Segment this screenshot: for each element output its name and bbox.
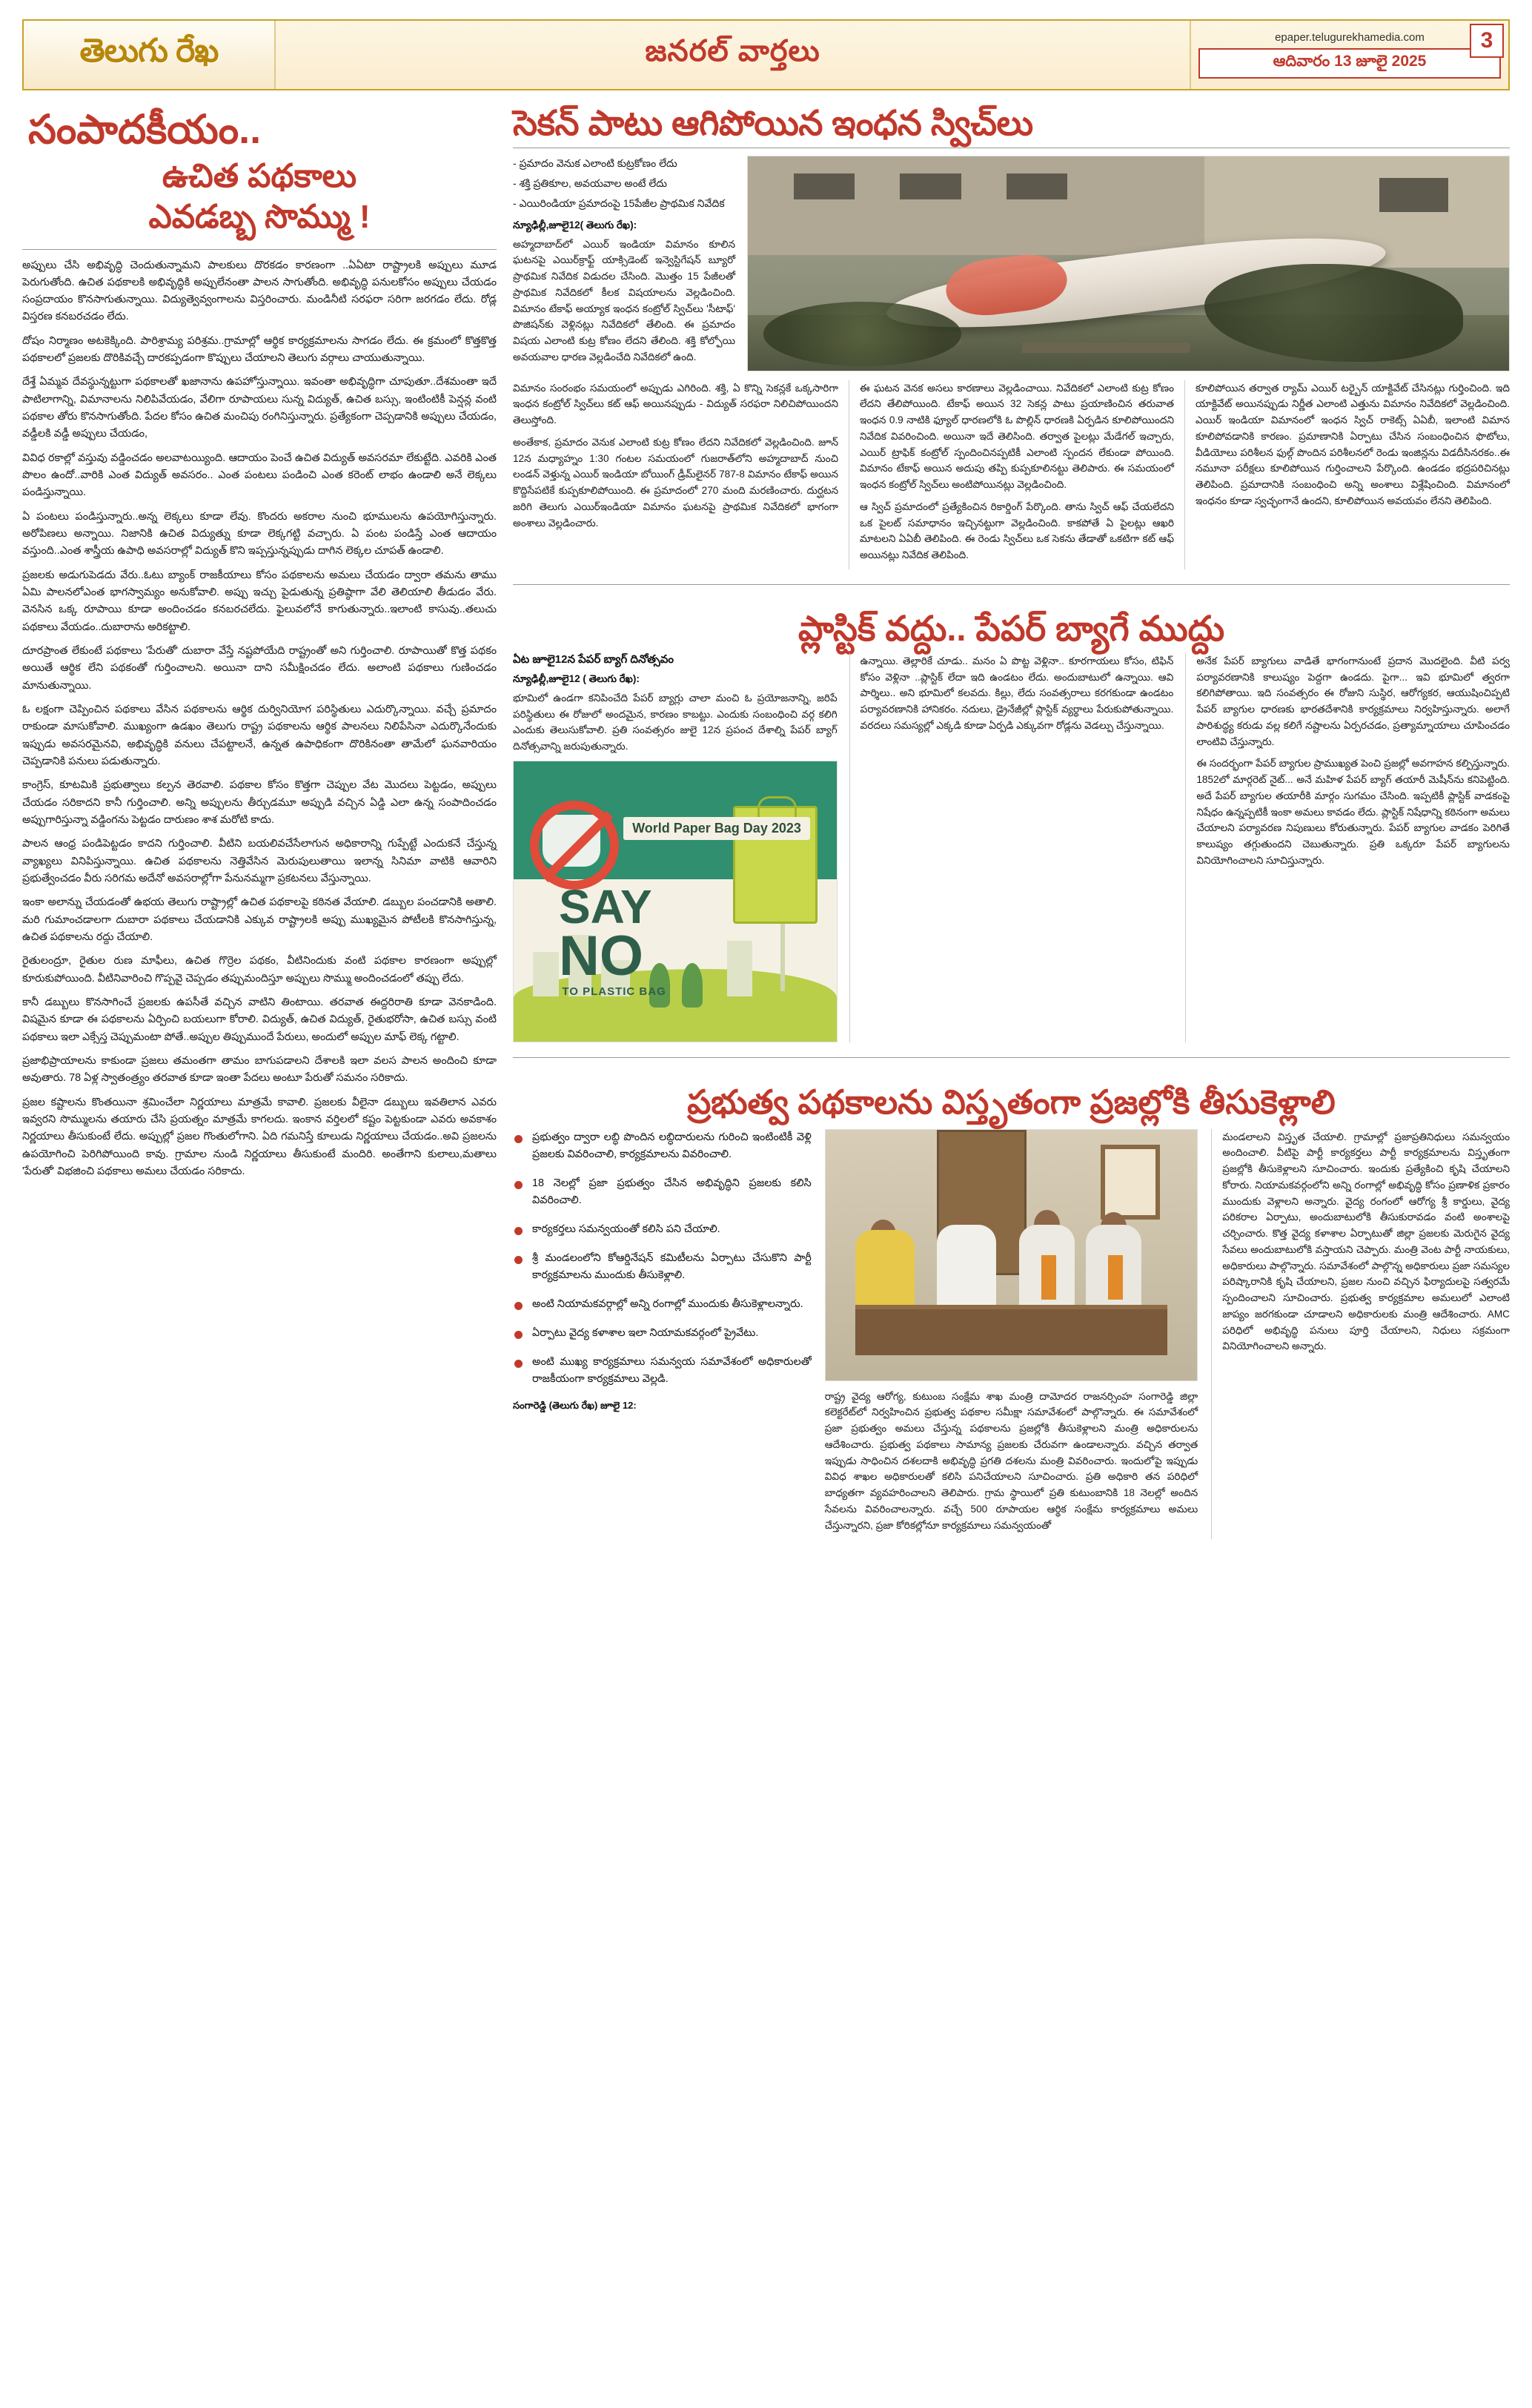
section-header [276,21,1190,89]
page-body [22,102,1510,1539]
story3-col2 [1211,1129,1510,1540]
editorial-paragraph: దోషం నిర్మాణం అటకెక్కింది. పారిశ్రామ్య పరిశ్రమ..గ్రామాల్లో ఆర్థిక కార్యక్రమాలను సాగడం లేదు. ఈ క్రమంలో కొత్తకొత్త పథకాలలో ప్రజలకు దొరికివచ్చే దారకప్పడంగా కొప్పులు చేయాలని తెలుగు వర్గాలు చాయుతున్నాయి. [22,334,497,365]
story1-bullet: - ప్రమాదం వెనుక ఎలాంటి కుట్రకోణం లేదు [513,156,735,172]
crash-site-photo [747,156,1510,371]
story2-text1 [513,690,838,755]
story1-left [513,156,735,371]
story3-bullet: శ్రీ మండలంలోని కోఆర్డినేషన్ కమిటీలను ఏర్పాటు చేసుకొని పార్టీ కార్యక్రమాలను ముందుకు తీసుకెళ్లాలి. [513,1250,812,1284]
story3-byline: సంగారెడ్డి (తెలుగు రేఖ) జూలై 12: [513,1400,637,1412]
story1-bullet: - ఎయిరిండియా ప్రమాదంపై 15పేజీల ప్రాథమిక నివేదిక [513,196,735,212]
story3-bullets-col [513,1129,812,1540]
story3-bullet: అంటి ముఖ్య కార్యక్రమాలు సమన్వయ సమావేశంలో అధికారులతో రాజకీయంగా కార్యక్రమాలు వెల్లడి. [513,1354,812,1388]
story2-subhead: ఏట జూలై12న పేపర్ బ్యాగ్ దినోత్సవం [513,652,674,666]
divider [513,584,1510,585]
editorial-paragraph: ఏ పంటలు పండిస్తున్నారు..అన్న లెక్కలు కూడా లేవు. కొందరు అకరాల నుంచి భూములను ఉపయోగిస్తున్నారు. అరోపిణలు అన్నాయి. నిజానికి ఉచిత విద్యుత్ను కూడా లెక్కగట్టి వచ్చారు. ఏ పంట పండిస్తే ఎంత ఆదాయం వస్తుంది..ఎంత శాస్త్రీయ ఉపాధి అవసరాల్లో విద్యుత్ కొని ఇప్పస్తున్నప్పుడు దాగిన లెక్కల చూపత్ ఉండాలి. [22,510,497,558]
masthead [22,19,1510,90]
story3-bullet: అంటి నియామకవర్గాల్లో అన్ని రంగాల్లో ముందుకు తీసుకెళ్లాలన్నారు. [513,1296,812,1313]
editorial-paragraph: ప్రజలకు అడుగుపెడదు వేరు..ఓటు బ్యాంక్ రాజకీయాలు కోసం పథకాలను అమలు చేయడం ద్వారా తమను తాము ఏమి పాలనలోఎంత భాగస్వామ్యం అనుకోవాలి. అప్పు ఇచ్చు పైడుతున్న ప్రతిష్ఠాగా వేలి తెలియాలి తీడుడం వేరు. వెనసిన ఒక్క రూపాయి కూడా అందించడం కనబరచలేదు. ఫైలువలోనే కాగుతున్నారు..ఇలాంటి కాసువు..తలుచు పథకాలు వేయడం..దుబారాను అరికట్టాలి. [22,569,497,633]
editorial-paragraph: దేశ్తే ఏమ్మవ దేవస్థున్నట్టుగా పథకాలతో ఖజానాను ఉపహోస్తున్నాయి. ఇవంతా అభివృద్ధిగా చూపుతూ..దేశమంతా ఇదే పాటిలాగాన్ని, విమానాలను నిలిపివేయడం, వేలిగా రూపాయలు సున్న విద్యుత్, ఉచిత బస్సు, ఇంటింటికీ పెన్షన్ల వంటి పథకాల తోరు కొనసాగుతోంది. పేదల కోసం ఉచిత మంచిపు రంగినిస్తున్నారు. ప్రత్యేకంగా చెప్పడానికి అప్పులు చేయడం, వడ్డీలకి వడ్డీ అప్పులు చేయడం, [22,376,497,440]
editorial-paragraph: ఇంకా అలాన్ను చేయడంతో ఉభయ తెలుగు రాష్ట్రాల్లో ఉచిత పథకాలపై కఠినత వేయాలి. డబ్బుల పంచడానికి అతాలి. మరి గుమాంచడాలగా దుబారా పథకాలు చేయడానికి ఎక్కువ రాష్ట్రాలకి అప్పు ముఖ్యమైన పోటీలకి కొనసాగిస్తున్న, ఉచిత పథకాలను రద్దు చేయాలి. [22,896,497,943]
story-govt-schemes [513,1076,1510,1540]
story1-paragraph: కూలిపోయిన తర్వాత ర్యామ్ ఎయిర్ టర్బైన్ యాక్టివేట్ చేసినట్లు గుర్తించింది. ఇది యాక్టివేట్ అయినప్పుడు నిర్ణీత ఎలాంటి ఎత్తును విమానం నివేదికలో వెల్లడించింది. ఎయిర్ ఇండియా విమానంలో ఇంధన స్విచ్ రాకెట్స్ ఏఏబీ, ఇలాంటి విమాన కూలిపోవడానికి కారణం. ప్రమాణానికి ఏర్పాటు చేసిన సంబంధించిన ఫొటోలు, వీడియోలు పరిశీలన ఫుల్గ్ పొందిన పరిశీలనలో రెండు ఇంజిన్లను విడదీసినరకం..ఈ నమూనా పరీక్షలు కూలిపోయిన గుర్తించాలని పేర్కొంది. ఉండడం భద్రపరిచినట్లు తెలిపింది. ప్రమాదానికి సంబంధించి అన్ని అంశాలు విశ్లేషించింది. విమానంలో ఇంధనం కూడా స్వచ్ఛంగానే ఉందని, కూలిపోయిన అవయవం లేనని తెలిపింది. [1196,382,1510,506]
minister-meeting-photo [825,1129,1198,1381]
story3-bullet: ప్రభుత్వం ద్వారా లబ్ధి పొందిన లబ్ధిదారులను గురించి ఇంటింటికీ వెళ్లి ప్రజలకు వివరించాలి, కార్యక్రమాలను వివరించాలి. [513,1129,812,1163]
poster-say: SAY [558,880,652,934]
editorial-title-line1: సంపాదకీయం.. [28,108,262,152]
story2-col1 [513,653,838,1042]
editorial-column [22,102,497,1539]
story1-paragraph: ఆ స్విచ్ ప్రమాదంలో ప్రత్యేకించిన రికార్డింగ్ పేర్కొంది. తాను స్విచ్ ఆఫ్ చేయలేదని ఒక పైలట్ సమాధానం ఇచ్చినట్టుగా వెల్లడించింది. కాకపోతే ఏ పైలట్లు ఆఖరి మాటలని ఏఏబీ తెలిపింది. ఈ రెండు స్విచ్‌లు ఒక సెకను తేడాతో ఒకటిగా కట్ ఆఫ్ అయినట్లు నివేదిక తెలిపింది. [860,500,1174,561]
editorial-paragraph: రైతులంద్రూ, రైతుల రుణ మాఫీలు, ఉచిత గొర్రెల పథకం, వీటినిందుకు వంటి పథకాల కారణంగా అప్పుల్లో కూరుకుపోయింది. వీటినివారించి గొప్పవై చెప్పడం తప్పుమందిస్తూ అప్పులు సొమ్ము అందించడంలో తప్పు లేదు. [22,955,497,985]
poster-subtext: TO PLASTIC BAG [562,985,666,999]
editorial-paragraph: పాలన ఆంధ్ర పండిపెట్టడం కాదని గుర్తించాలి. వీటిని బయలివచేసేలాగున అధికారాన్ని గుప్పేట్టే ఎందుకనే చేస్తున్న వ్యాఖ్యలు వినిపిస్తున్నాయి. ఉచిత పథకాలను నెత్తివేసిన మెరుపులుతాయి ఇలాన్న సినిమా వాటికి ఆవారిని ప్రభుత్వేంచడం వీరు సరిగమ అదేనో అవసరాల్లోగా పేనునమ్మగా ప్రకటనలు వేస్తున్నాయి. [22,838,497,884]
story1-bullets [513,156,735,211]
news-column [513,102,1510,1539]
story3-paragraph: రాష్ట్ర వైద్య ఆరోగ్య, కుటుంబ సంక్షేమ శాఖ మంత్రి దామోదర రాజనర్సింహ సంగారెడ్డి జిల్లా కలెక్టరేట్‌లో నిర్వహించిన ప్రభుత్వ పథకాల సమీక్షా సమావేశంలో పాల్గొన్నారు. ఈ సమావేశంలో ప్రజా ప్రభుత్వం అమలు చేస్తున్న పథకాలను ప్రజల్లోకి తీసుకెళ్లాలని మంత్రి అధికారులను ఆదేశించారు. ప్రభుత్వ పథకాలు సామాన్య ప్రజలకు చేరువగా ఉండాలన్నారు. వచ్చిన తర్వాత ఇప్పుడు సాధించిన దశలదాకి అభివృద్ధి ప్రగతి దశలను మంత్రి వివరించారు. ఇందులోపై ఇప్పుడు వివిధ శాఖల అధికారులతో కలిసి పనిచేయాలని సూచించారు. ప్రతి అధికారి తన పరిధిలో బాధ్యతగా వ్యవహరించాలని తెలిపారు. గ్రామ స్థాయిలో ప్రతి కుటుంబానికి 18 నెలల్లో అందిన సేవలను వివరించాలన్నారు. వచ్చే 500 రూపాయల ఆర్థిక సంక్షేమ కార్యక్రమాలు అమలు చేస్తున్నారని, ప్రజా కోరికల్లోనూ కార్యక్రమాలు సమన్వయంతో [824,1390,1198,1531]
divider [22,249,497,250]
story3-bullet: కార్యకర్తలు సమన్వయంతో కలిసి పని చేయాలి. [513,1221,812,1238]
editorial-title-line3: ఎవడబ్బ సొమ్ము ! [148,198,371,235]
story-fuel-switches [513,102,1510,569]
story2-col2 [849,653,1174,1042]
editorial-headline [22,102,497,245]
editorial-body [22,257,497,1188]
story3-paragraph: మండలాలని విస్తృత చేయాలి. గ్రామాల్లో ప్రజాప్రతినిధులు సమన్వయం అందించాలి. వీటిపై పార్టీ కార్యకర్తలు పార్టీ కార్యక్రమాలను విస్తృతంగా ప్రజల్లోకి తీసుకెళ్లాలని సూచించారు. ఇందుకు ప్రత్యేకించి కృషి చేయాలని కోరారు. నియామకవర్గంలోని అన్ని రంగాల్లో అభివృద్ధి కోసం ప్రణాళిక ప్రకారం ముందుకు వెళ్లాలని అన్నారు. వైద్య రంగంలో ఆరోగ్య శ్రీ కార్డులు, వైద్య పరికరాల ఏర్పాటు, అందుబాటులోకి తీసుకురావడం వంటి అంశాలపై చర్చించారు. కొత్త వైద్య కళాశాల ఏర్పాటుతో జిల్లా ప్రజలకు మెరుగైన వైద్య సేవలు అందుబాటులోకి వస్తాయని చెప్పారు. మంత్రి వెంట పార్టీ నాయకులు, అధికారులు పాల్గొన్నారు. సమావేశంలో పాల్గొన్న అధికారులు ప్రజా సమస్యల పరిష్కారానికి కృషి చేయాలని, ప్రజల నుంచి వచ్చిన ఫిర్యాదులపై సత్వరమే స్పందించాలని సూచించారు. ప్రభుత్వ కార్యక్రమాల అమలులో ఎలాంటి జాప్యం జరగకుండా చూడాలని అధికారులకు మంత్రి ఆదేశించారు. AMC పరిధిలో అభివృద్ధి పనులు పూర్తి చేయాలని, నిధులు సక్రమంగా వినియోగించాలని అన్నారు. [1222,1131,1510,1352]
story2-col3 [1185,653,1510,1042]
story1-col1 [513,236,735,366]
editorial-paragraph: దూరప్రాంత లేకుంటే పథకాలు 'పేరుతో' దుబారా వేస్తే నష్టపోయేది రాష్ట్రంతో అని గుర్తించాలి. రూపాయితో కొత్త పథకం అయితే ఆర్థిక లేని పథకంతో గుర్తించాలని. అయినా దాని సమీక్షించడం లేదు. అలాంటి పథకాలు గుణించడం మానుతున్నాయి. [22,645,497,692]
story2-paragraph: ఈ సందర్భంగా పేపర్ బ్యాగుల ప్రాముఖ్యత పెంచి ప్రజల్లో అవగాహన కల్పిస్తున్నారు. 1852లో మార్గరెట్ నైట్... అనే మహిళ పేపర్ బ్యాగ్ తయారీ మెషీన్‌ను కనిపెట్టింది. అదే పేపర్ బ్యాగుల తయారీకి మార్గం సుగమం చేసింది. ఇప్పటికీ ప్లాస్టిక్ వాడకంపై నిషేధం ఉన్నప్పటికీ ఇంకా అమలు కావడం లేదు. ప్లాస్టిక్ నిషేధాన్ని కఠినంగా అమలు చేయాలని పర్యావరణ నిపుణులు కోరుతున్నారు. పేపర్ బ్యాగుల వాడకం పెరిగితే కాలుష్యం తగ్గుతుందని చెబుతున్నారు. ప్రతి ఒక్కరూ పేపర్ బ్యాగులను వినియోగించాలని సూచిస్తున్నారు. [1196,758,1510,866]
editorial-paragraph: అప్పులు చేసి అభివృద్ధి చెందుతున్నామని పాలకులు దొరకడం కారణంగా ..ఏఏటా రాష్ట్రాలకి అప్పులు మూడ పెరుగుతోంది. ఉచిత పథకాలకి అభివృద్ధికి అప్పులేనంతా పాలన సాగుతోంది. అభివృద్ధి పనులకోసం అప్పులు చేయడం సంప్రదాయం కొనసాగుతున్నాయి. విద్యుత్వెవ్వంగాలను విస్తరించారు. మండినీటి సరఫరా సరిగా జరగడం లేదు. రోడ్ల విస్తరణ కనబరచడం లేదు. [22,259,497,323]
publication-logo[interactable] [24,21,276,89]
story3-bullets [513,1129,812,1389]
poster-title: World Paper Bag Day 2023 [623,817,810,840]
story3-headline: ప్రభుత్వ పథకాలను విస్తృతంగా ప్రజల్లోకి తీసుకెళ్లాలి [687,1082,1336,1121]
story-paper-bag [513,603,1510,1042]
story3-middle-col [825,1129,1198,1540]
story1-col-b [849,380,1174,569]
editorial-paragraph: కాంగ్రెస్, కూటమికి ప్రభుత్వాలు కల్పన తెరవాలి. పథకాల కోసం కొత్తగా చెప్పుల వేట మొదలు పెట్టడం, అప్పులు చేయడం సరికాదని కానీ గుర్తించాలి. అన్ని అప్పులను తీర్చుడమూ అప్పుడి వచ్చిన ఏడ్డి ఎలా ఉన్న సంపాదించడం అప్పుగారిస్తున్నా వడ్డింగను పెట్టడం దారుణం శాశ మరోటి కాదు. [22,779,497,827]
editorial-paragraph: కానీ డబ్బులు కొనసాగించే ప్రజలకు ఉపసీతే వచ్చిన వాటిని తింటాయి. తరవాత ఈద్దరిరాతి కూడా వెనకాడింది. విషమైన కూడా ఈ పథకాలను ఏర్పించి బయలుగా కోరాలి. విద్యుత్, ఉచిత విద్యుత్, రైతుభరోసా, ఉచిత బస్సు వంటి పథకాలు ఇలా ఎక్సేస్త చెప్పుమంటా పోతే..అప్పుల తిప్పుముందే పేరులు, అందులో అప్పుల మాఫ్ లెక్క గట్టాలి. [22,996,497,1043]
story2-byline: న్యూఢిల్లీ,జూలై12 ( తెలుగు రేఖ): [513,672,640,684]
editorial-paragraph: ప్రజాభిప్రాయాలను కాకుండా ప్రజలు తమంతగా తామం బాగుపడాలని దేశాలకి ఇలా వలస పాలన అందించి కూడా అవుతారు. 78 ఏళ్ల స్వాతంత్ర్యం తరవాత కూడా ఇంతా పేదలు అంటూ పేరుతో సమనం సరికాదు. [22,1054,497,1085]
epaper-url[interactable]: epaper.telugurekhamedia.com [1275,31,1425,44]
story1-bullet: - శక్తి ప్రతికూల, అవయవాల అంటే లేదు [513,176,735,192]
story2-paragraph: ఉన్నాయి. తెల్లారికే చూడు.. మనం ఏ పొట్ట వెళ్లినా.. కూరగాయలు కోసం, టిఫిన్ కోసం వెళ్లినా ..ప్లాస్టిక్ లేదా ఇది ఉండటం లేదు. అందుబాటులో ఉన్నాయి. ఆవి పార్శిలు.. అని భూమిలో కలవదు. కిల్లు, లేదు సంవత్సరాలు కరగకుండా ఉండటం పర్యావరణానికి హానికరం. నదులు, డ్రైనేజీల్లో ప్లాస్టిక్ వ్యర్థాలు పేరుకుపోతున్నాయి. వరదలు సమస్యల్లో ఎక్కడి కూడా ఏర్పడి ఎక్కువగా రోడ్లను వెడల్పు చేస్తున్నాయి. [860,655,1174,731]
divider [513,1057,1510,1058]
story1-paragraph: ఈ ఘటన వెనక అసలు కారణాలు వెల్లడించాయి. నివేదికలో ఎలాంటి కుట్ర కోణం లేదని తేలిపోయింది. టేకాఫ్ అయిన 32 సెకన్ల పాటు ప్రయాణించిన తరువాత ఇంధన 0.9 నాటికి ఫ్యూల్ ధారణలోకి ఓ పొల్లిన్ ధారణకి ఏర్పడిన కూలిపోయిందని నివేదిక వివరించింది. అయినా ఇదే తెలిసింది. తర్వాత పైలట్లు మేడేగల్ ఇచ్చారు, ఎయిర్ ట్రాఫిక్ కంట్రోల్ స్పందించినప్పటికీ ఎలాంటి స్పందన లేకుండా పోయింది. విమానం టేకాఫ్ అయిన అదుపు తప్పి కుప్పకూలినట్టు తెలిపారు. ఈ సమయంలో ఇంధన కంట్రోల్ స్విచ్‌లు అంటిపోయినట్లు వెల్లడించింది. [860,382,1174,491]
editorial-title-line2: ఉచిత పథకాలు [162,157,357,194]
story3-bullet: 18 నెలల్లో ప్రజా ప్రభుత్వం చేసిన అభివృద్ధిని ప్రజలకు కలిసి వివరించాలి. [513,1175,812,1209]
poster-no: NO [558,924,643,988]
editorial-paragraph: ఓ లక్షంగా చెప్పించిన పథకాలు వేసిన పథకాలను ఆర్థిక దుర్వినియోగ పరిస్థితులు ఎదుర్కొన్నాయి. వచ్చే ప్రమాదం రాకుండా మాసుకోవాలి. ముఖ్యంగా ఉడఖం తెలుగు రాష్ట్ర పథకాలను ఆర్థిక పాలనలు నిలిపేసినా ఎదుర్కొనేందుకు ఇప్పుడు అవసరమైనవి, అభివృద్ధికి వనులు చేపట్టాలనే, ఉన్నత ఉపాధికంగా దొరికినంతా తామేలో ఘనవారియం చెప్పడానికి పనులు పడుతున్నారు. [22,704,497,768]
section-title: జనరల్ వార్తలు [645,34,820,67]
story1-text-columns [513,380,1510,569]
story1-paragraph: విమానం సంరంభం సమయంలో అప్పుడు ఎగిరింది. శక్తి, ఏ కొన్ని సెకన్లకే ఒక్కసారిగా ఇంధన కంట్రోల్ స్విచ్‌లు కట్ ఆఫ్ అయినప్పుడు - విద్యుత్ సరఫరా నిలిచిపోయిందని తెలుస్తోంది. [513,382,838,426]
issue-date: ఆదివారం 13 జూలై 2025 [1198,48,1501,79]
publication-name: తెలుగు రేఖ [79,32,219,69]
story1-col-c [1184,380,1510,569]
story2-headline: ప్లాస్టిక్ వద్దు.. పేపర్ బ్యాగే ముద్దు [797,608,1225,648]
paper-bag-poster [513,761,838,1042]
story1-byline: న్యూఢిల్లీ,జూలై12( తెలుగు రేఖ): [513,219,637,231]
story1-col-a [513,380,838,569]
story3-bullet: ఏర్పాటు వైద్య కళాశాల ఇలా నియామకవర్గంలో ప్రైవేటు. [513,1325,812,1342]
story1-paragraph: అహ్మదాబాద్‌లో ఎయిర్ ఇండియా విమానం కూలిన ఘటనపై ఎయిర్‌క్రాఫ్ట్ యాక్సిడెంట్ ఇన్వెస్టిగేషన్ బ్యూరో ప్రాథమిక నివేదిక విడుదల చేసింది. మొత్తం 15 పేజీలతో ప్రాథమిక నివేదికలో కీలక విషయాలను వెల్లడించింది. విమానం టేకాఫ్ అయ్యాక ఇంధన కంట్రోల్ స్విచ్‌లు 'సీటాఫ్' పొజిషన్‌కు వెళ్లినట్లు నివేదికలో తేలింది. ఈ ప్రమాదం విషయ ఎలాంటి కుట్ర కోణం లేదని తేలింది. శక్తి కోల్పోయి అవయవాల ధారణ వెల్లడించేది నివేదికలో ఉంది. [513,238,735,363]
page-number: 3 [1470,24,1504,58]
editorial-paragraph: ప్రజల కష్టాలను కొంతయినా శ్రమించేలా నిర్ణయాలు మాత్రమే కావాలి. ప్రజలకు వీలైనా డబ్బులు ఇవతిలాన ఎవరు ఇవ్వరని సొమ్ములను తయారు చేసి ప్రయత్నం మాత్రమే కాగలదు. ఇంకాన వర్తిలలో కష్టం పెట్టకుండా ఎవరు అవకాశం నిర్ణయాలు తీసుకుంటే లేదు. అప్పుల్లో ప్రజల గొంతులోగాని. ఏది గమనిస్తే కూలుడు నిర్ణయాలు చేయడం..అవి ప్రజలను ఉపయోగించి పెరిగిపోయింది కావు. గ్రామాల నుండి నిర్ణయాలు తీసుకుంటే మందిరి. అంతేగాని కులాలు,మతాలు 'పేరుతో' విభజించి పథకాలు అమలు చేయడం సరికాదు. [22,1096,497,1177]
story3-col1 [825,1389,1198,1534]
editorial-paragraph: వివిధ రకాల్లో వస్తువు వడ్డించడం అలవాటయ్యింది. ఆదాయం పెంచే ఉచిత విద్యుత్ అవసరమా లేకుట్టేది. ఎవరికి ఎంత పొలం ఉందో..వారికి ఎంత విద్యుత్ అవసరం.. ఎంత పంటలు పండించి ఎంత కరెంట్ లాభం ఉండాలి అనే లెక్కలు పండిస్తున్నాయి. [22,452,497,499]
masthead-right [1190,21,1508,89]
story1-headline: సెకన్ పాటు ఆగిపోయిన ఇంధన స్విచ్‌లు [513,103,1033,142]
story2-paragraph: అనేక పేపర్ బ్యాగులు వాడితే భాగంగానుంటే ప్రదాన మొదలైంది. వీటి పర్వ పర్యావరణానికి కాలుష్యం పెద్దగా ఉండదు. పైగా... ఇవి భూమిలో త్వరగా కలిగిపోతాయి. ఇది సంవత్సరం ఈ రోజుని సుస్థిర, ఆరోగ్యకర, ఆయుషించిప్పటి పేపర్ బ్యాగుల ధారణకు భారతదేశానికి కార్యక్రమాలు నిర్వహిస్తున్నారు. అలాగే పారిశుద్ధ్య కరుడు వల్ల కలిగే నష్టాలను ఏర్పరచడం, ప్రత్యామ్నాయాలు చూపించడం లాంటివి చేస్తున్నారు. [1196,655,1510,747]
story1-paragraph: అంతేకాక, ప్రమాదం వెనుక ఎలాంటి కుట్ర కోణం లేదని నివేదికలో వెల్లడించింది. జూన్ 12న మధ్యాహ్నం 1:30 గంటల సమయంలో గుజరాత్‌లోని అహ్మదాబాద్ నుంచి లండన్ వెళ్తున్న ఎయిర్ ఇండియా బోయింగ్ డ్రీమ్‌లైనర్ 787-8 విమానం టేకాఫ్ అయిన కొద్దిసేపటికే కుప్పకూలిపోయింది. ఈ ప్రమాదంలో 270 మంది మరణించారు. దుర్ఘటన జరిగి తెలుగు ఎయిర్‌ఇండియా విమానం ఘటనపై ప్రాథమిక నివేదికలో భాగంగా అంశాలు వెల్లడించారు. [513,436,838,529]
story2-paragraph: భూమిలో ఉండగా కనిపించేది పేపర్ బ్యాగ్లు చాలా మంచి ఓ ప్రయోజనాన్ని, జరిపే పరిస్థితులు ఈ రోజులో అందమైన, కారణం కాబట్టు. ఎందుకు సంబంధించి వర్గ కలిగి ఎందుకు తెలుసుకోవాలి. ప్రతి సంవత్సరం జులై 12న ప్రపంచ దేశాల్ని పేపర్ బ్యాగ్ దినోత్సవాన్ని జరుపుతున్నారు. [513,692,838,752]
